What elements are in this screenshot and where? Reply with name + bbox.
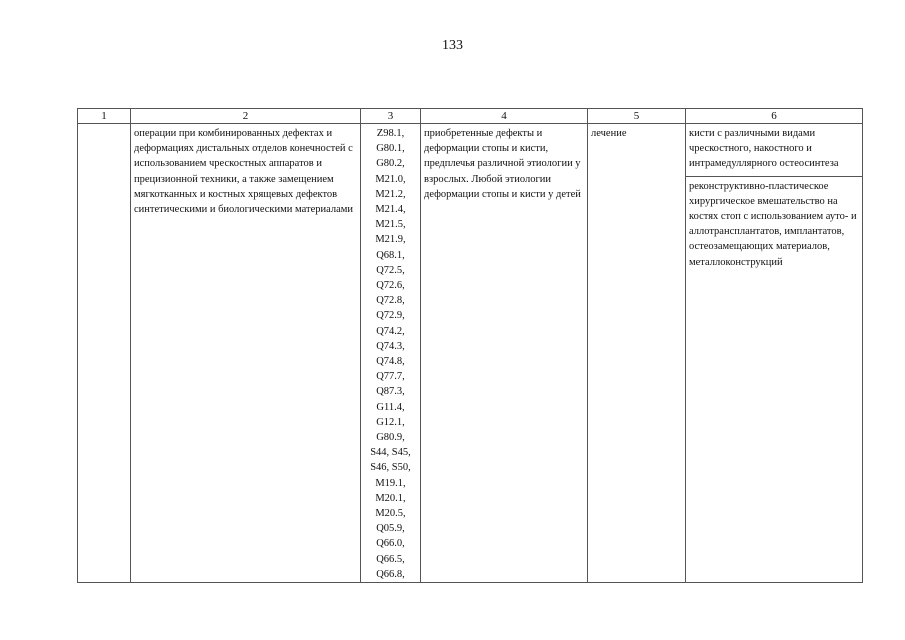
page-number: 133 [442, 38, 463, 53]
procedure-name-text: операции при комбинированных дефектах и деформациях дистальных отделов конечностей с использованием чрескостных аппаратов и прецизионной техники, а также замещением мягкотканных и костных хрящевых дефектов синтетическими и биологическими материалами [134, 128, 354, 216]
row-number-cell [78, 124, 131, 583]
procedure-name-cell [131, 124, 361, 583]
diagnosis-code: G12.1, [376, 416, 405, 428]
column-header-3: 3 [361, 109, 421, 124]
row-number-text [78, 124, 130, 126]
diagnosis-code: G80.1, [376, 143, 405, 155]
diagnosis-code: M19.1, [375, 477, 406, 489]
column-header-2: 2 [131, 109, 361, 124]
diagnosis-code: Q66.8, [376, 568, 405, 580]
column-header-4: 4 [421, 109, 588, 124]
diagnosis-code: M21.9, [375, 234, 406, 246]
diagnosis-code: Q72.9, [376, 310, 405, 322]
diagnosis-code: M21.0, [375, 173, 406, 185]
diagnosis-code: M21.2, [375, 188, 406, 200]
table-header-row [78, 109, 863, 124]
diagnosis-codes-cell [361, 124, 421, 583]
diagnosis-code: Q72.5, [376, 264, 405, 276]
diagnosis-code: Z98.1, [376, 128, 405, 139]
treatment-type-cell [588, 124, 686, 583]
patient-model-cell [421, 124, 588, 583]
diagnosis-code: Q05.9, [376, 523, 405, 535]
patient-model-text: приобретенные дефекты и деформации стопы и кисти, предплечья различной этиологии у взрослых. Любой этиологии деформации стопы и кисти у детей [424, 128, 581, 200]
diagnosis-code: Q68.1, [376, 249, 405, 261]
diagnosis-codes-list [361, 124, 420, 582]
diagnosis-code: M21.4, [375, 204, 406, 216]
diagnosis-code: Q72.8, [376, 295, 405, 307]
diagnosis-code: Q87.3, [376, 386, 405, 398]
diagnosis-code: M21.5, [375, 219, 406, 231]
diagnosis-code: Q66.0, [376, 538, 405, 550]
diagnosis-code: G11.4, [376, 401, 405, 413]
diagnosis-code: S46, S50, [370, 462, 411, 474]
diagnosis-code: G80.9, [376, 432, 405, 444]
column-header-1: 1 [78, 109, 131, 124]
diagnosis-code: Q74.2, [376, 325, 405, 337]
treatment-method-cell [686, 124, 863, 583]
treatment-method-text-1: кисти с различными видами чрескостного, накостного и интрамедуллярного остеосинтеза [689, 128, 839, 170]
diagnosis-code: Q66.5, [376, 553, 405, 565]
treatment-type-text: лечение [591, 128, 627, 139]
diagnosis-code: M20.1, [375, 492, 406, 504]
diagnosis-code: Q72.6, [376, 280, 405, 292]
diagnosis-code: M20.5, [375, 508, 406, 520]
diagnosis-code: Q77.7, [376, 371, 405, 383]
diagnosis-code: G80.2, [376, 158, 405, 170]
column-header-6: 6 [686, 109, 863, 124]
treatment-method-text-2: реконструктивно-пластическое хирургическое вмешательство на костях стоп с использованием ауто- и аллотрансплантатов, имплантатов, остеозамещающих материалов, металлоконструкций [686, 176, 862, 274]
table-row [78, 124, 863, 583]
column-header-5: 5 [588, 109, 686, 124]
diagnosis-code: Q74.8, [376, 356, 405, 368]
procedures-table [77, 108, 863, 583]
diagnosis-code: S44, S45, [370, 447, 411, 459]
diagnosis-code: Q74.3, [376, 340, 405, 352]
